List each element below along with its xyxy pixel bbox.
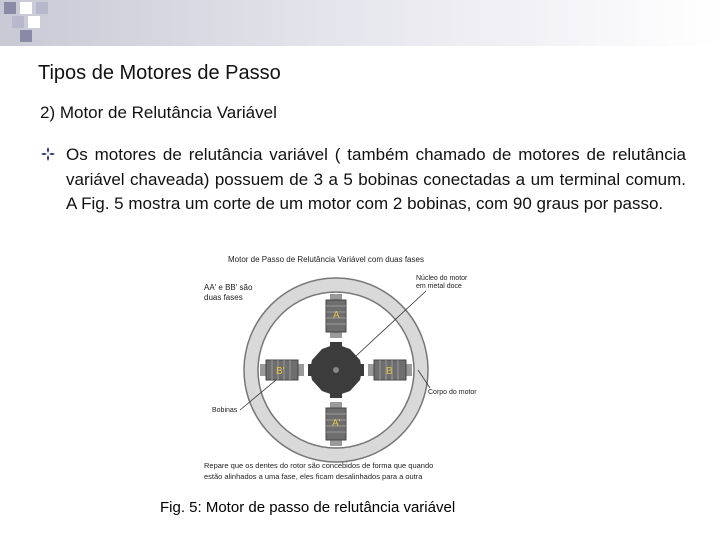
coil-b-prime-label: B' [276, 366, 285, 377]
label-core-line2: em metal doce [416, 283, 462, 290]
note-line2: estão alinhados a uma fase, eles ficam desalinhados para a outra [204, 472, 423, 481]
label-coils: Bobinas [212, 407, 238, 414]
label-phases-line1: AA' e BB' são [204, 283, 253, 292]
decoration-square [28, 16, 40, 28]
header-decoration-squares [0, 0, 60, 46]
coil-a-prime-label: A' [332, 418, 341, 429]
slide-subtitle: 2) Motor de Relutância Variável [40, 103, 277, 122]
bullet-paragraph: Os motores de relutância variável ( também chamado de motores de relutância variável chaveada) possuem de 3 a 5 bobinas conectadas a um terminal comum. A Fig. 5 mostra um corte de um motor com 2 bobinas, com 90 graus por passo. [66, 145, 686, 213]
motor-diagram [200, 246, 500, 490]
coil-b [374, 360, 406, 380]
decoration-square [36, 2, 48, 14]
decoration-square [20, 30, 32, 42]
decoration-square [4, 2, 16, 14]
diamond-bullet-icon [40, 146, 56, 162]
coil-a [326, 300, 346, 332]
decoration-square [20, 2, 32, 14]
note-line1: Repare que os dentes do rotor são concebidos de forma que quando [204, 461, 434, 470]
coil-b-prime [266, 360, 298, 380]
diagram-heading: Motor de Passo de Relutância Variável com duas fases [228, 255, 424, 264]
coil-b-label: B [386, 366, 393, 377]
coil-a-prime [326, 408, 346, 440]
label-phases-line2: duas fases [204, 293, 243, 302]
header-decoration-bar [0, 0, 720, 46]
coil-a-label: A [333, 310, 340, 321]
label-core-line1: Núcleo do motor [416, 275, 468, 282]
slide-title: Tipos de Motores de Passo [38, 62, 281, 84]
figure-caption: Fig. 5: Motor de passo de relutância variável [160, 499, 456, 516]
label-body: Corpo do motor [428, 389, 477, 396]
decoration-square [12, 16, 24, 28]
